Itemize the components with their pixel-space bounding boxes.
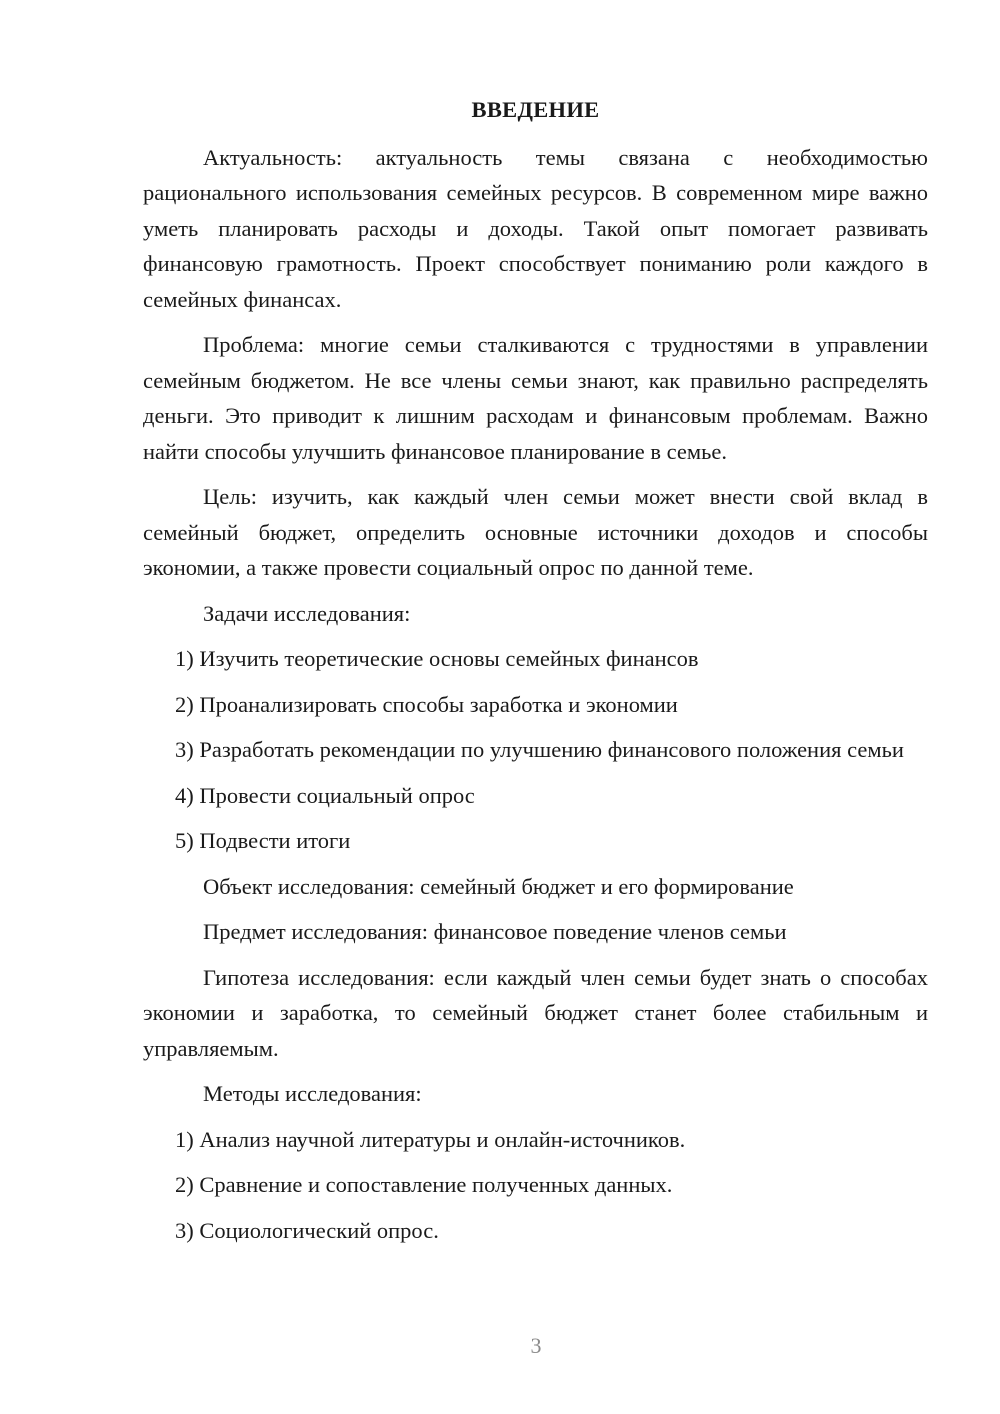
task-item: 5) Подвести итоги [175,828,351,853]
page-number: 3 [530,1333,542,1358]
method-item: 1) Анализ научной литературы и онлайн-источников. [175,1126,686,1152]
task-item: 3) Разработать рекомендации по улучшению финансового положения семьи [175,737,904,762]
research-subject: Предмет исследования: финансовое поведение членов семьи [203,919,787,944]
task-item: 4) Провести социальный опрос [175,782,475,808]
method-item: 3) Социологический опрос. [175,1217,439,1243]
page-content [143,92,928,1258]
task-item: 2) Проанализировать способы заработка и экономии [175,691,678,717]
section-title: ВВЕДЕНИЕ [471,97,600,122]
method-item: 2) Сравнение и сопоставление полученных данных. [175,1172,673,1197]
research-object: Объект исследования: семейный бюджет и его формирование [203,873,794,899]
goal-paragraph: Цель: изучить, как каждый член семьи может внести свой вклад в семейный бюджет, определить основные источники доходов и способы экономии, а также провести социальный опрос по данной теме. [143,484,928,580]
tasks-heading: Задачи исследования: [203,600,411,626]
problem-paragraph: Проблема: многие семьи сталкиваются с трудностями в управлении семейным бюджетом. Не все члены семьи знают, как правильно распределять деньги. Это приводит к лишним расходам и финансовым проблемам. Важно найти способы улучшить финансовое планирование в семье. [143,332,928,464]
relevance-paragraph: Актуальность: актуальность темы связана с необходимостью рационального использования семейных ресурсов. В современном мире важно уметь планировать расходы и доходы. Такой опыт помогает развивать финансовую грамотность. Проект способствует пониманию роли каждого в семейных финансах. [143,144,928,312]
methods-heading: Методы исследования: [203,1081,422,1106]
task-item: 1) Изучить теоретические основы семейных финансов [175,646,699,671]
hypothesis-paragraph: Гипотеза исследования: если каждый член семьи будет знать о способах экономии и заработка, то семейный бюджет станет более стабильным и управляемым. [143,964,928,1061]
